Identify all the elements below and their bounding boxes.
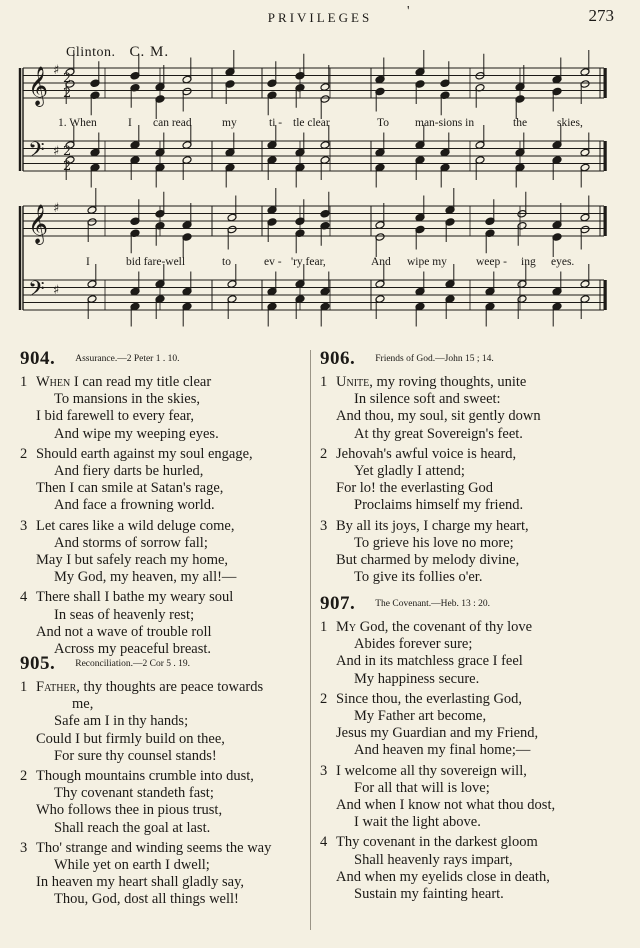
verse-line — [20, 374, 320, 391]
verse-line — [20, 802, 320, 819]
verse-text: Safe am I in thy hands; — [54, 713, 189, 730]
verse-line — [320, 708, 620, 725]
verse-line — [320, 619, 620, 636]
hymn-906 — [320, 350, 620, 589]
verse-text: I can read my title clear — [70, 374, 212, 390]
verse-text: And not a wave of trouble roll — [36, 623, 212, 640]
stanza-number: 1 — [320, 619, 328, 635]
verse-text: I bid farewell to every fear, — [36, 408, 195, 425]
hymn-907 — [320, 595, 620, 906]
verse-text: Should earth against my soul engage, — [36, 445, 253, 462]
stanza — [320, 446, 620, 515]
stanza — [20, 679, 320, 765]
verse-text: And when I know not what thou dost, — [336, 797, 556, 814]
verse-text: To give its follies o'er. — [354, 569, 483, 586]
verse-text: By all its joys, I charge my heart, — [336, 517, 529, 534]
verse-line — [320, 374, 620, 391]
verse-line — [20, 408, 320, 425]
key-signature-sharp: ♯ — [53, 283, 60, 298]
verse-text: Who follows thee in pious trust, — [36, 802, 223, 819]
stanza-number: 4 — [20, 589, 28, 606]
lyric-syllable: I — [128, 117, 132, 129]
hymn-number: 905. — [20, 653, 56, 674]
verse-text: Shall heavenly rays impart, — [354, 851, 513, 868]
verse-line — [20, 857, 320, 874]
hymn-heading — [320, 595, 620, 619]
hymn-reference: Friends of God.—John 15 ; 14. — [375, 354, 494, 364]
verse-line — [320, 480, 620, 497]
verse-line — [20, 713, 320, 730]
stanza-number: 2 — [320, 445, 328, 462]
verse-text: While yet on earth I dwell; — [54, 857, 210, 874]
verse-line — [20, 426, 320, 443]
stanza-number: 2 — [20, 768, 28, 785]
music-score — [0, 0, 640, 340]
verse-line — [320, 518, 620, 535]
verse-text: Jesus my Guardian and my Friend, — [336, 725, 539, 742]
stanza-number: 2 — [20, 445, 28, 462]
bass-clef: 𝄢 — [28, 277, 45, 307]
hymn-reference: Assurance.—2 Peter 1 . 10. — [75, 354, 180, 364]
verse-line — [20, 569, 320, 586]
time-signature-digit: 2 — [63, 86, 72, 101]
stanza — [20, 374, 320, 443]
stanza — [320, 619, 620, 688]
tune-meter: C. M. — [129, 44, 170, 60]
time-signature-digit: 2 — [63, 71, 72, 86]
verse-text: Could I but firmly build on thee, — [36, 730, 225, 747]
verse-text: Jehovah's awful voice is heard, — [336, 445, 517, 462]
verse-line — [320, 869, 620, 886]
lyric-syllable: weep - — [476, 256, 507, 268]
stanza-number: 1 — [20, 374, 28, 390]
verse-line — [320, 569, 620, 586]
verse-line — [20, 679, 320, 696]
stanza-number: 3 — [320, 517, 328, 534]
verse-text: Across my peaceful breast. — [54, 641, 212, 658]
lyric-syllable: And — [371, 256, 391, 268]
verse-text: Sustain my fainting heart. — [354, 886, 504, 903]
verse-text: In seas of heavenly rest; — [54, 606, 195, 623]
stanza — [20, 840, 320, 909]
lyric-syllable: ing — [521, 256, 536, 268]
stanza-number: 1 — [320, 374, 328, 390]
verse-text: May I but safely reach my home, — [36, 552, 229, 569]
hymn-reference: The Covenant.—Heb. 13 : 20. — [375, 599, 491, 609]
verse-text: Shall reach the goal at last. — [54, 819, 211, 836]
verse-text: And when my eyelids close in death, — [336, 868, 550, 885]
key-signature-sharp: ♯ — [53, 201, 60, 216]
stanza-number: 3 — [20, 517, 28, 534]
verse-text: To mansions in the skies, — [54, 391, 200, 408]
lyric-syllable: man-sions in — [415, 117, 475, 129]
treble-clef: 𝄞 — [28, 66, 49, 106]
verse-line — [320, 852, 620, 869]
verse-line — [320, 780, 620, 797]
lyric-syllable: the — [513, 117, 528, 129]
verse-line — [20, 497, 320, 514]
stanza — [320, 374, 620, 443]
stanza — [20, 589, 320, 658]
verse-text: my roving thoughts, unite — [372, 374, 527, 390]
hymn-heading — [20, 655, 320, 679]
stanza — [20, 446, 320, 515]
verse-text: And face a frowning world. — [54, 497, 215, 514]
verse-line — [20, 552, 320, 569]
verse-text: And heaven my final home;— — [354, 742, 531, 759]
verse-line — [20, 463, 320, 480]
verse-line — [320, 814, 620, 831]
stanza-first-word: My — [336, 619, 357, 635]
verse-text: me, — [72, 696, 94, 713]
verse-line — [20, 768, 320, 785]
verse-line — [320, 391, 620, 408]
hymn-reference: Reconciliation.—2 Cor 5 . 19. — [75, 659, 191, 669]
verse-text: And in its matchless grace I feel — [336, 653, 523, 670]
lyric-syllable: 1. When — [58, 117, 97, 129]
stanza-number: 4 — [320, 834, 328, 851]
verse-text: There shall I bathe my weary soul — [36, 589, 234, 606]
verse-line — [320, 552, 620, 569]
verse-line — [320, 446, 620, 463]
stanza-first-word: Father, — [36, 679, 80, 695]
lyric-syllable: wipe my — [407, 256, 447, 268]
verse-text: My Father art become, — [354, 708, 487, 725]
verse-line — [320, 691, 620, 708]
verse-line — [20, 874, 320, 891]
verse-line — [320, 763, 620, 780]
verse-line — [320, 797, 620, 814]
running-header-title: PRIVILEGES — [267, 10, 373, 25]
stanza-number: 3 — [20, 839, 28, 856]
verse-text: And fiery darts be hurled, — [54, 463, 204, 480]
lyric-syllable: I — [86, 256, 90, 268]
hymn-904 — [20, 350, 320, 661]
lyric-syllable: ev - — [264, 256, 282, 268]
lyric-syllable: eyes. — [551, 256, 575, 268]
stanza-first-word: When — [36, 374, 71, 390]
verse-text: My happiness secure. — [354, 670, 480, 687]
bass-clef: 𝄢 — [28, 138, 45, 168]
verse-text: For lo! the everlasting God — [336, 480, 494, 497]
verse-line — [320, 408, 620, 425]
stanza — [320, 691, 620, 760]
stanza — [20, 518, 320, 587]
lyric-syllable: ti - — [269, 117, 283, 129]
stanza — [320, 834, 620, 903]
stanza — [20, 768, 320, 837]
verse-text: Yet gladly I attend; — [354, 463, 465, 480]
verse-line — [20, 891, 320, 908]
header-mark: ' — [407, 4, 410, 19]
verse-line — [20, 518, 320, 535]
lyric-syllable: To — [377, 117, 389, 129]
verse-text: And storms of sorrow fall; — [54, 534, 208, 551]
time-signature-digit: 2 — [63, 159, 72, 174]
verse-line — [20, 785, 320, 802]
stanza-number: 2 — [320, 690, 328, 707]
key-signature-sharp: ♯ — [53, 63, 60, 78]
verse-line — [320, 886, 620, 903]
verse-text: Abides forever sure; — [354, 636, 473, 653]
verse-text: Thou, God, dost all things well! — [54, 891, 239, 908]
verse-text: Though mountains crumble into dust, — [36, 768, 254, 785]
verse-text: Since thou, the everlasting God, — [336, 690, 523, 707]
verse-line — [320, 671, 620, 688]
verse-line — [20, 589, 320, 606]
stanza-number: 1 — [20, 679, 28, 695]
verse-line — [320, 535, 620, 552]
page-number: 273 — [588, 6, 614, 25]
verse-line — [20, 607, 320, 624]
verse-line — [320, 834, 620, 851]
verse-line — [320, 636, 620, 653]
hymn-number: 904. — [20, 348, 56, 369]
verse-line — [20, 535, 320, 552]
stanza — [320, 763, 620, 832]
lyric-syllable: tle clear — [293, 117, 330, 129]
verse-line — [20, 391, 320, 408]
verse-text: Let cares like a wild deluge come, — [36, 517, 235, 534]
verse-text: And thou, my soul, sit gently down — [336, 408, 541, 425]
verse-text: I welcome all thy sovereign will, — [336, 762, 527, 779]
verse-text: Proclaims himself my friend. — [354, 497, 524, 514]
tune-name: Clinton. — [66, 45, 116, 60]
verse-text: God, the covenant of thy love — [356, 619, 533, 635]
lyric-syllable: can read — [153, 117, 192, 129]
verse-line — [20, 748, 320, 765]
hymn-number: 907. — [320, 593, 356, 614]
verse-text: In heaven my heart shall gladly say, — [36, 874, 245, 891]
verse-text: Thy covenant in the darkest gloom — [336, 834, 538, 851]
verse-text: In silence soft and sweet: — [354, 391, 501, 408]
verse-text: Tho' strange and winding seems the way — [36, 839, 272, 856]
verse-line — [20, 820, 320, 837]
stanza — [320, 518, 620, 587]
verse-text: I wait the light above. — [354, 814, 481, 831]
key-signature-sharp: ♯ — [53, 144, 60, 159]
verse-line — [320, 725, 620, 742]
verse-text: thy thoughts are peace towards — [79, 679, 264, 695]
verse-line — [20, 446, 320, 463]
verse-line — [20, 731, 320, 748]
verse-line — [320, 463, 620, 480]
verse-text: Then I can smile at Satan's rage, — [36, 480, 224, 497]
lyric-syllable: skies, — [557, 117, 583, 129]
verse-line — [320, 497, 620, 514]
verse-line — [320, 426, 620, 443]
lyric-syllable: to — [222, 256, 231, 268]
verse-line — [320, 742, 620, 759]
lyric-syllable: bid fare-well — [126, 256, 186, 268]
time-signature-digit: 2 — [63, 144, 72, 159]
verse-text: For sure thy counsel stands! — [54, 747, 217, 764]
verse-text: But charmed by melody divine, — [336, 552, 520, 569]
hymn-heading — [320, 350, 620, 374]
verse-line — [20, 840, 320, 857]
verse-text: My God, my heaven, my all!— — [54, 569, 237, 586]
hymn-heading — [20, 350, 320, 374]
hymn-number: 906. — [320, 348, 356, 369]
verse-text: Thy covenant standeth fast; — [54, 785, 214, 802]
verse-line — [20, 696, 320, 713]
verse-line — [320, 653, 620, 670]
verse-text: At thy great Sovereign's feet. — [354, 425, 523, 442]
verse-line — [20, 480, 320, 497]
lyric-syllable: my — [222, 117, 237, 129]
verse-line — [20, 624, 320, 641]
verse-text: To grieve his love no more; — [354, 534, 514, 551]
stanza-first-word: Unite, — [336, 374, 373, 390]
treble-clef: 𝄞 — [28, 204, 49, 244]
hymn-905 — [20, 655, 320, 912]
verse-text: And wipe my weeping eyes. — [54, 425, 219, 442]
verse-text: For all that will is love; — [354, 779, 490, 796]
lyric-syllable: 'ry fear, — [291, 256, 326, 268]
stanza-number: 3 — [320, 762, 328, 779]
